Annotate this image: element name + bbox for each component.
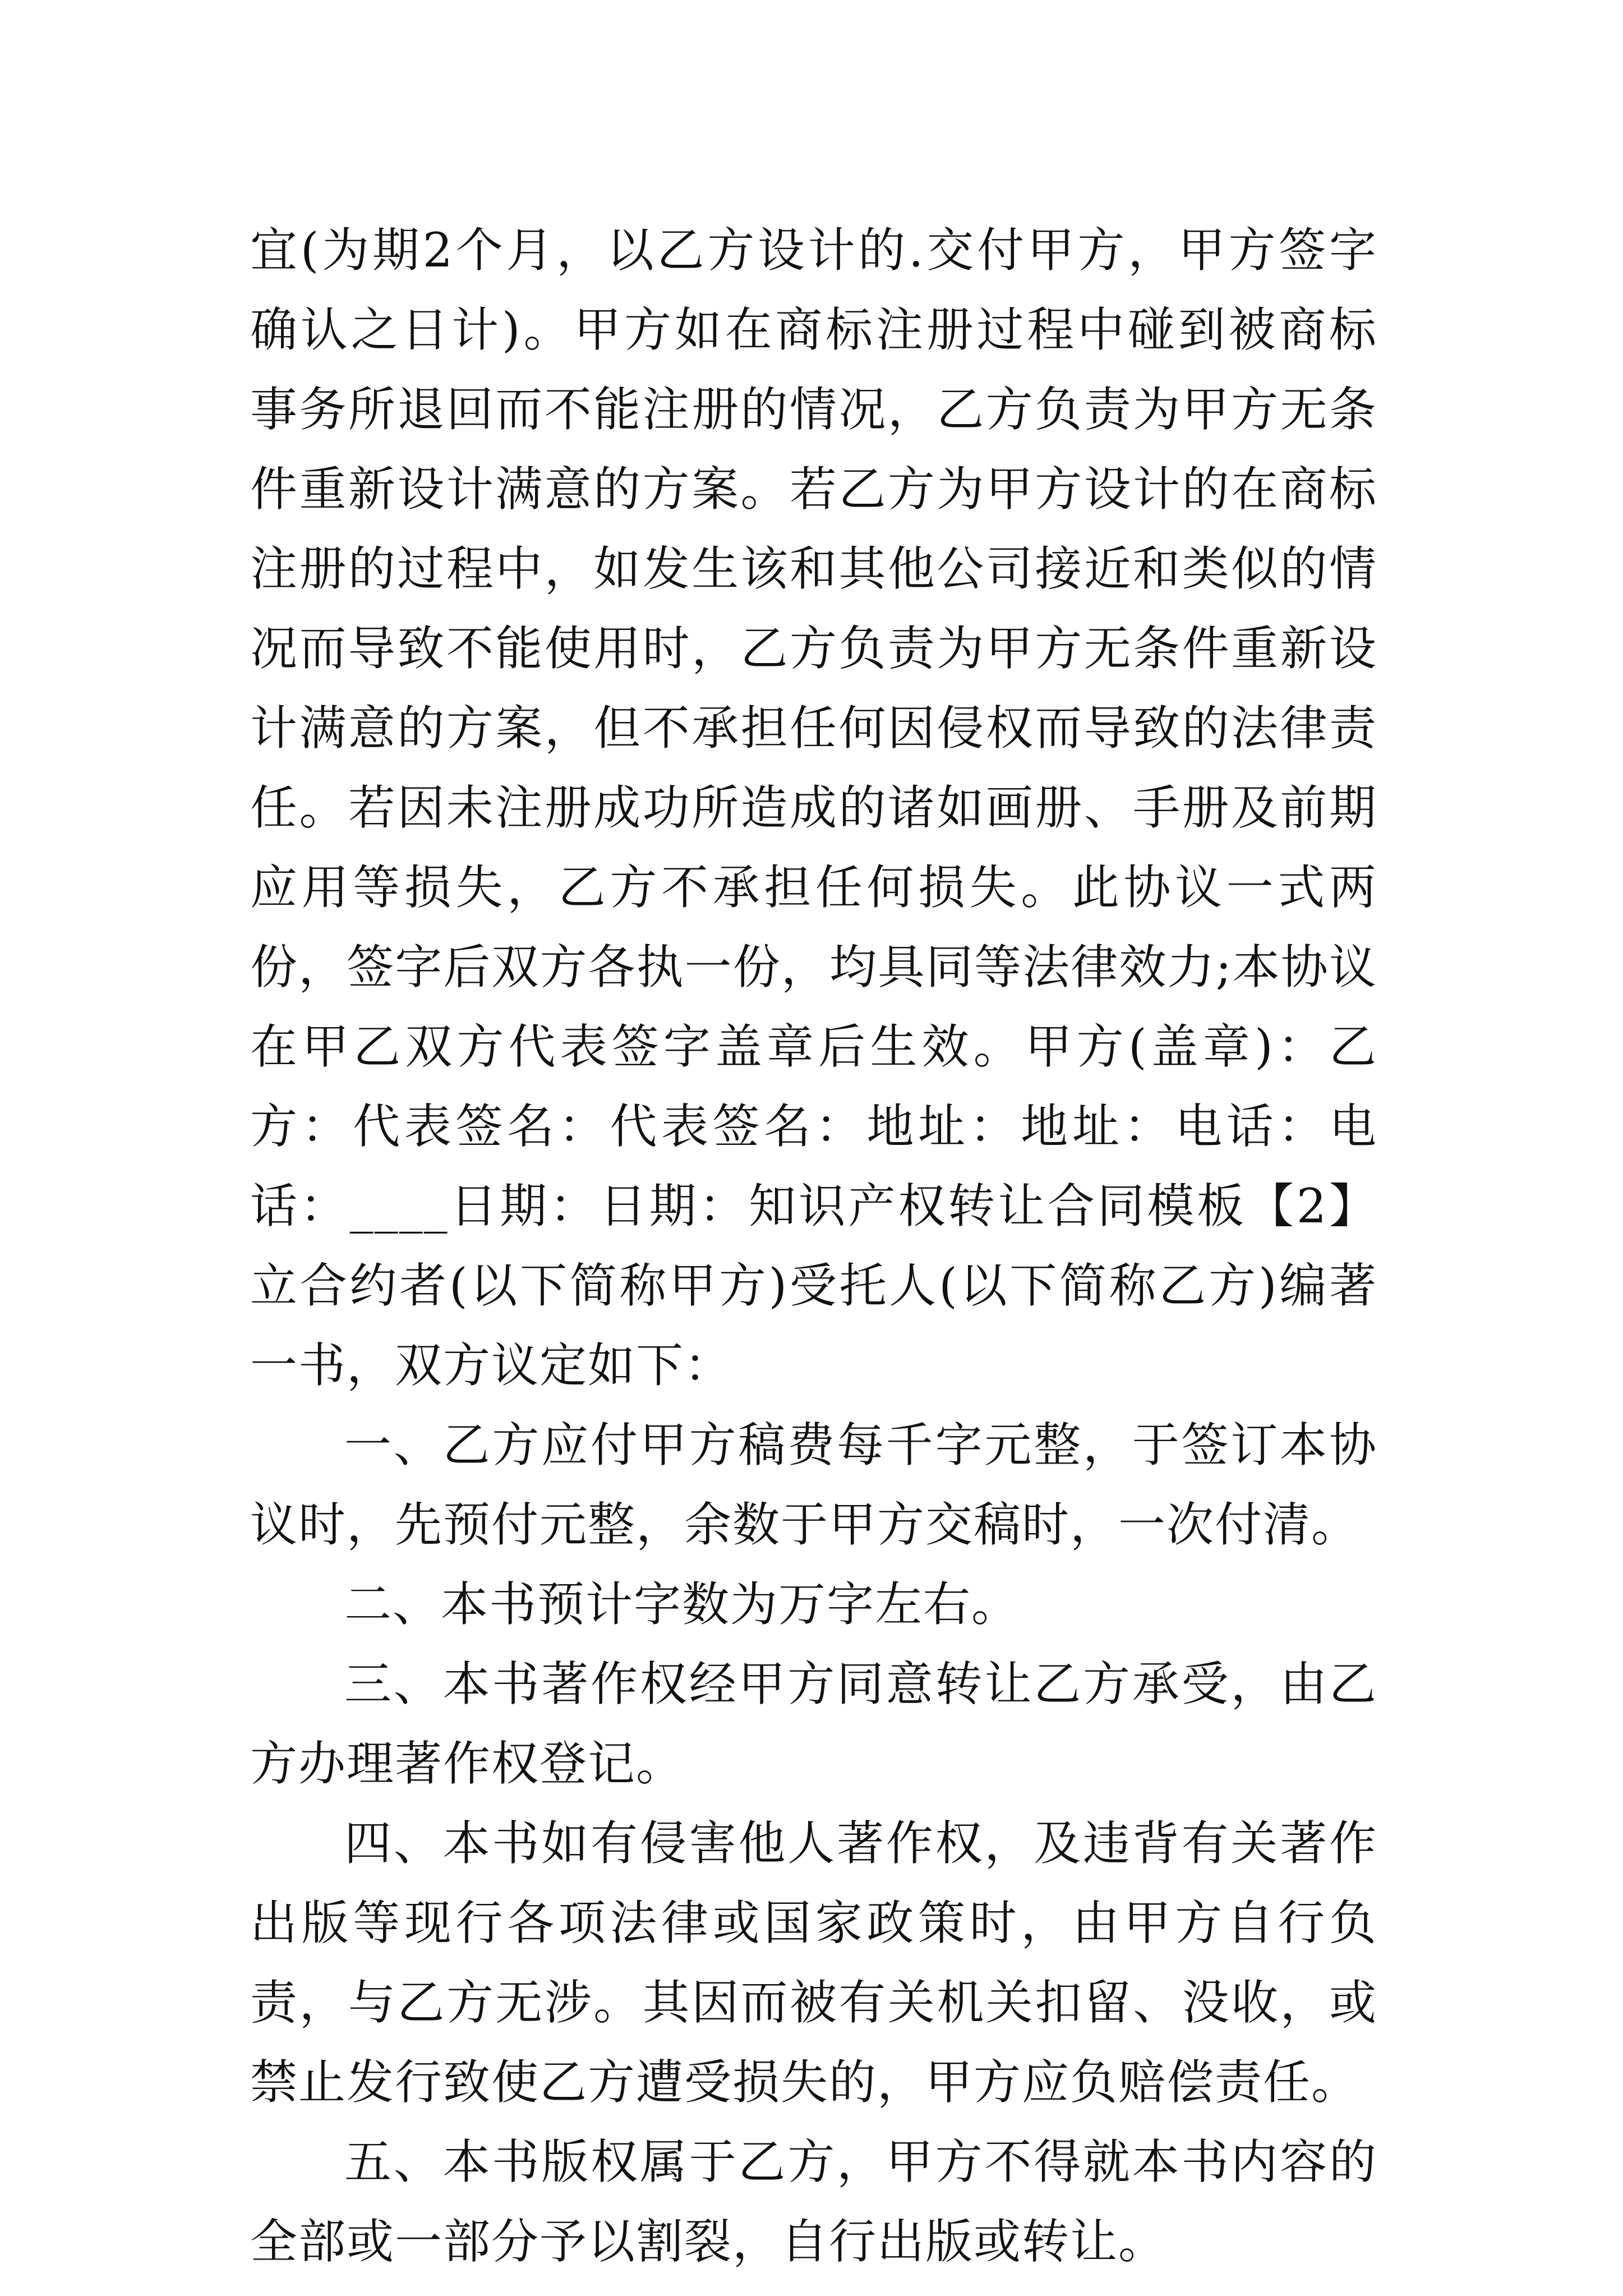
paragraph-contract-clause: 宜(为期2个月，以乙方设计的.交付甲方，甲方签字确认之日计)。甲方如在商标注册过程中碰到被商标事务所退回而不能注册的情况，乙方负责为甲方无条件重新设计满意的方案。若乙方为甲方设计的在商标注册的过程中，如发生该和其他公司接近和类似的情况而导致不能使用时，乙方负责为甲方无条件重新设计满意的方案，但不承担任何因侵权而导致的法律责任。若因未注册成功所造成的诸如画册、手册及前期应用等损失，乙方不承担任何损失。此协议一式两份，签字后双方各执一份，均具同等法律效力;本协议在甲乙双方代表签字盖章后生效。甲方(盖章)：乙方：代表签名：代表签名：地址：地址：电话：电话：____日期：日期：知识产权转让合同模板【2】立合约者(以下简称甲方)受托人(以下简称乙方)编著一书，双方议定如下： (250, 223, 1377, 1393)
paragraph-article-4: 四、本书如有侵害他人著作权，及违背有关著作出版等现行各项法律或国家政策时，由甲方自行负责，与乙方无涉。其因而被有关机关扣留、没收，或禁止发行致使乙方遭受损失的，甲方应负赔偿责任。 (250, 1816, 1377, 2110)
paragraph-article-5: 五、本书版权属于乙方，甲方不得就本书内容的全部或一部分予以割裂，自行出版或转让。 (250, 2134, 1377, 2269)
paragraph-article-2: 二、本书预计字数为万字左右。 (344, 1577, 1020, 1632)
document-body (250, 210, 1377, 2281)
paragraph-article-1: 一、乙方应付甲方稿费每千字元整，于签订本协议时，先预付元整，余数于甲方交稿时，一次付清。 (250, 1418, 1377, 1552)
paragraph-article-3: 三、本书著作权经甲方同意转让乙方承受，由乙方办理著作权登记。 (250, 1657, 1377, 1791)
